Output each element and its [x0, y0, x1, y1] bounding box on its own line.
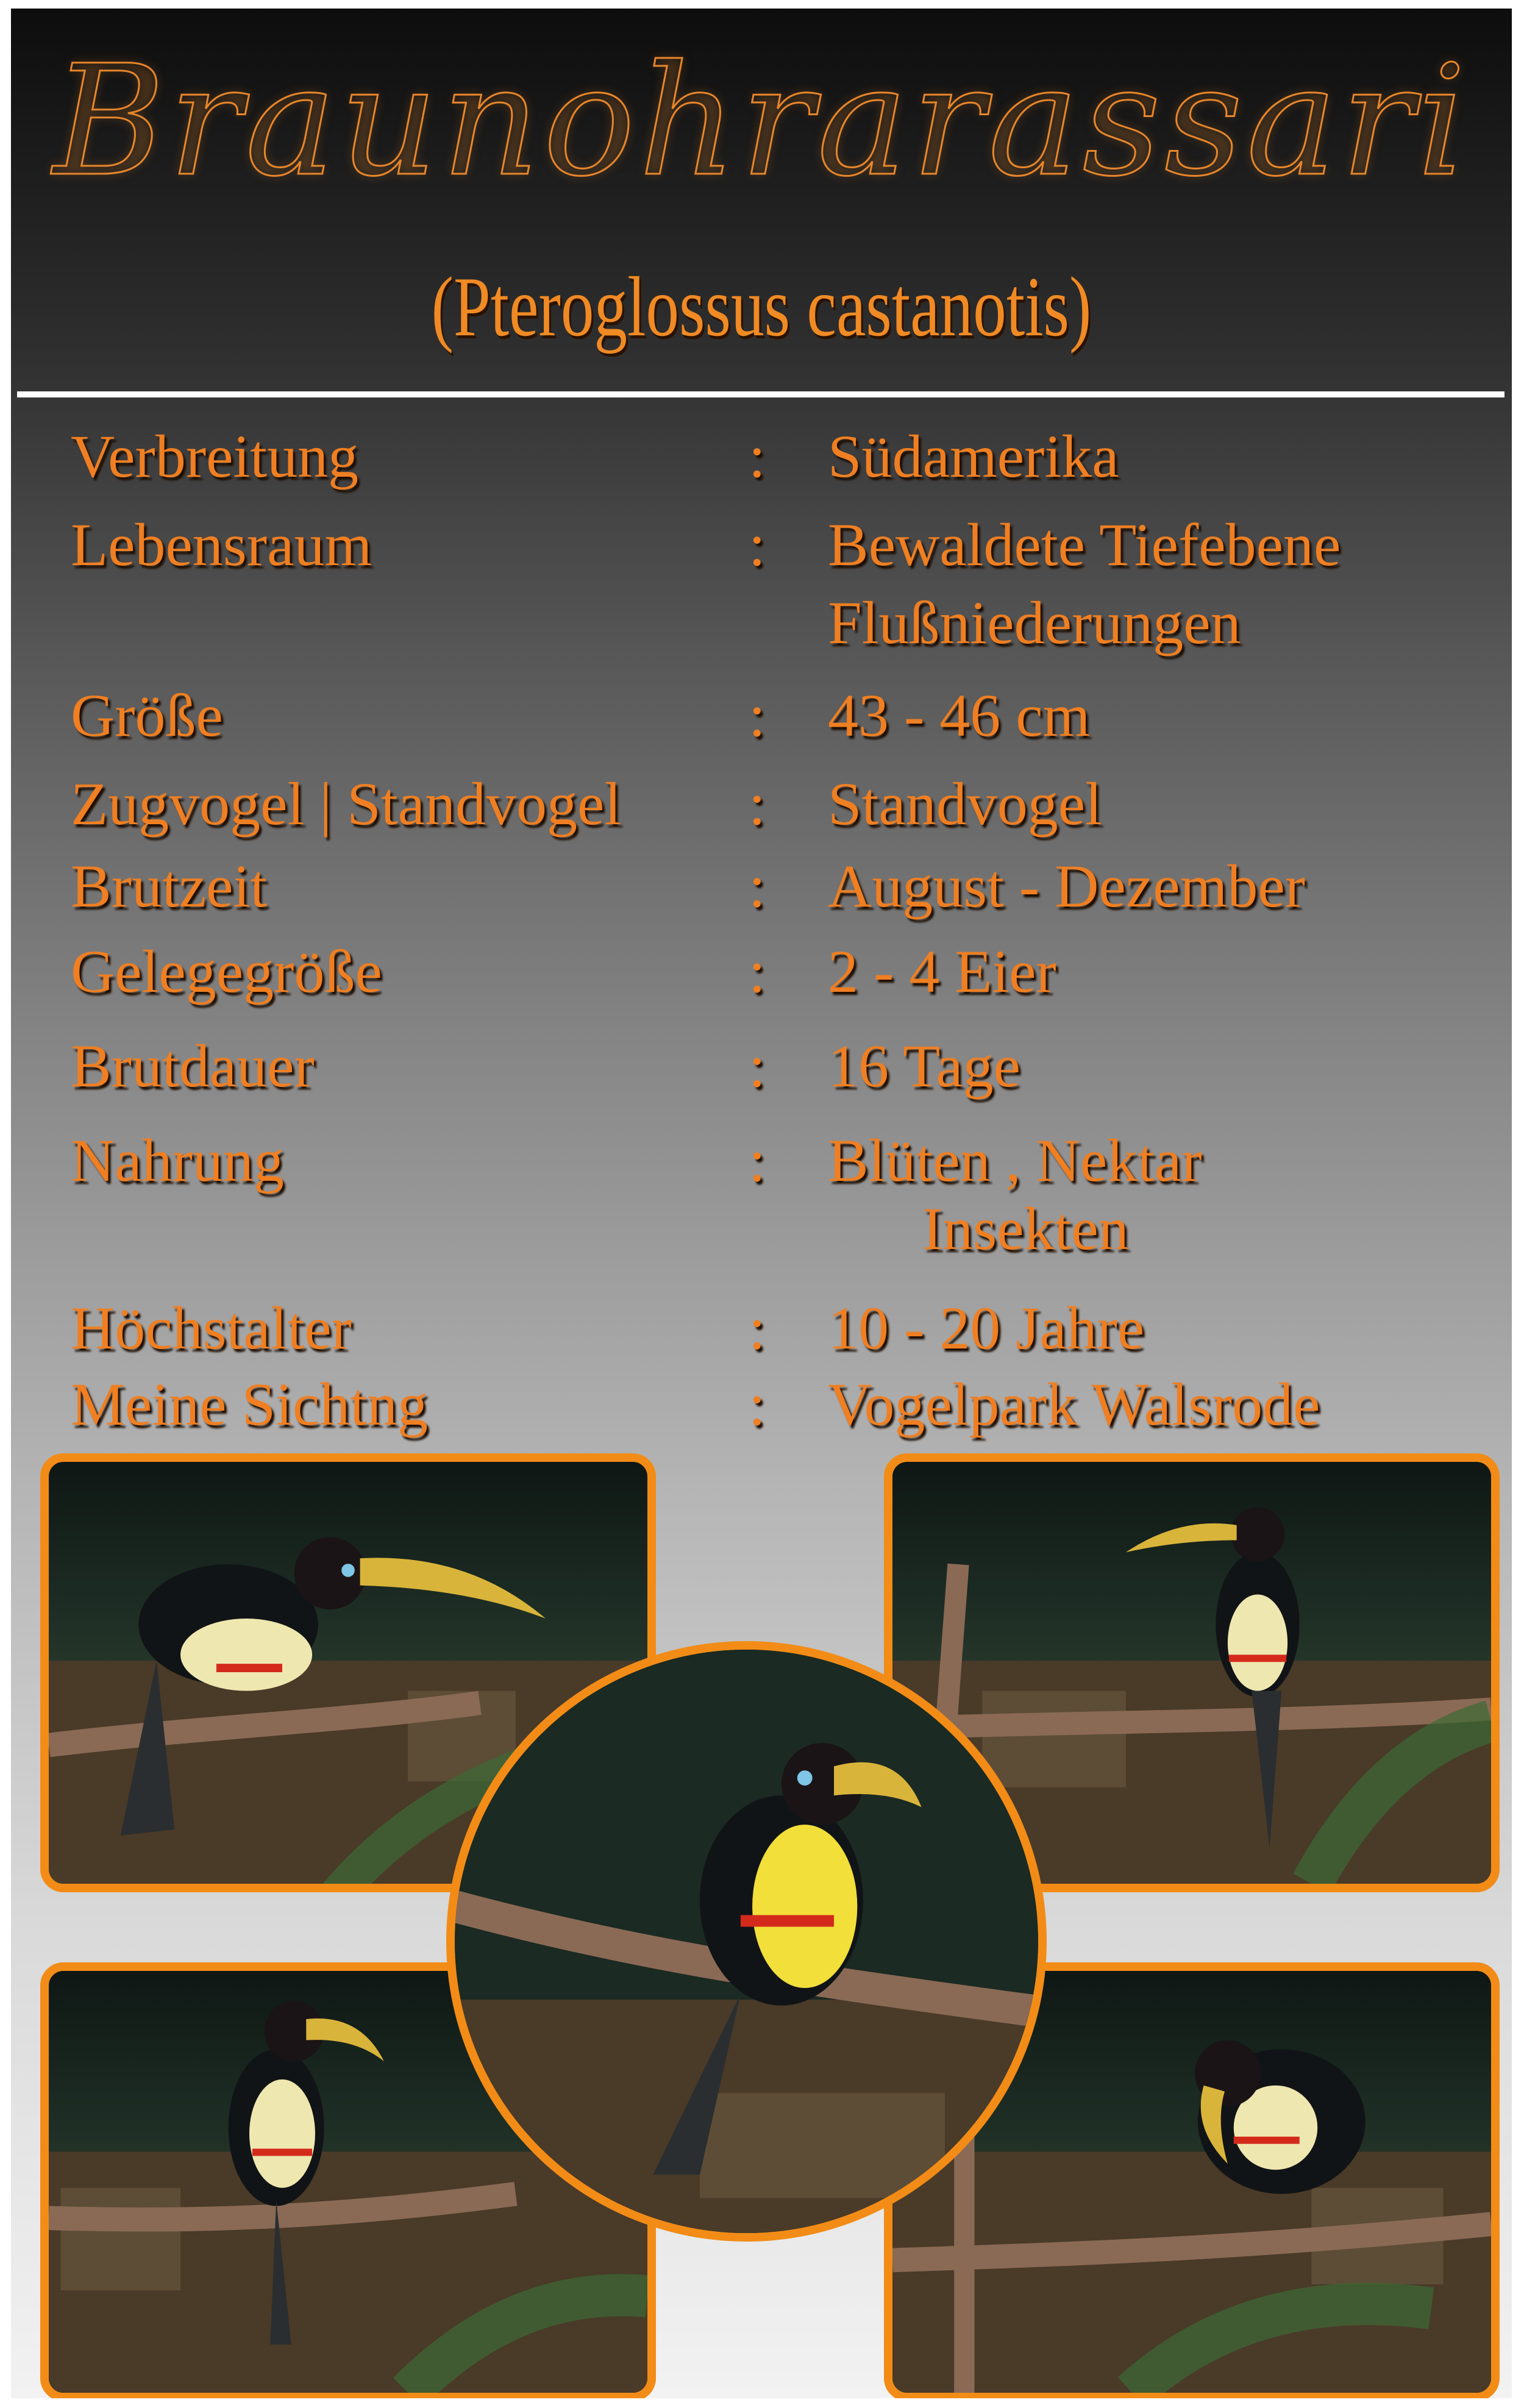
divider — [17, 391, 1504, 397]
info-row-brutdauer — [11, 1027, 1512, 1118]
row-separator: : — [749, 1370, 766, 1438]
row-label: Brutzeit — [71, 852, 268, 920]
row-separator: : — [749, 682, 766, 749]
row-label: Höchstalter — [71, 1294, 352, 1362]
row-label: Zugvogel | Standvogel — [71, 770, 622, 838]
row-value: Blüten , Nektar — [828, 1127, 1202, 1194]
bird-photo-center — [446, 1641, 1047, 2242]
row-separator: : — [749, 770, 766, 838]
row-separator: : — [749, 1032, 766, 1100]
scientific-name: (Pteroglossus castanotis) — [431, 260, 1092, 354]
row-value-line2: Flußniederungen — [828, 589, 1241, 657]
row-separator: : — [749, 852, 766, 920]
poster — [11, 9, 1512, 2398]
row-value-line2: Insekten — [922, 1195, 1129, 1263]
row-value: 10 - 20 Jahre — [828, 1294, 1145, 1362]
info-row-nahrung — [11, 1121, 1512, 1273]
row-label: Verbreitung — [71, 422, 359, 490]
info-row-verbreitung — [11, 417, 1512, 508]
row-label: Lebensraum — [71, 511, 372, 579]
bird-photo-scene — [455, 1650, 1038, 2233]
row-value: 16 Tage — [828, 1032, 1021, 1100]
row-label: Nahrung — [71, 1127, 284, 1194]
row-separator: : — [749, 1127, 766, 1194]
info-row-gelegegroesse — [11, 932, 1512, 1024]
info-row-zugvogel — [11, 764, 1512, 856]
row-separator: : — [749, 938, 766, 1005]
info-row-sichtung — [11, 1365, 1512, 1456]
row-label: Meine Sichtng — [71, 1370, 429, 1438]
row-separator: : — [749, 1294, 766, 1362]
row-separator: : — [749, 511, 766, 579]
row-label: Brutdauer — [71, 1032, 315, 1100]
info-row-lebensraum — [11, 505, 1512, 670]
row-value: Bewaldete Tiefebene — [828, 511, 1341, 579]
row-value: August - Dezember — [828, 852, 1306, 920]
row-value: Vogelpark Walsrode — [828, 1370, 1320, 1438]
row-label: Größe — [71, 682, 223, 749]
info-row-groesse — [11, 676, 1512, 768]
row-value: Südamerika — [828, 422, 1119, 490]
row-value: 2 - 4 Eier — [828, 938, 1056, 1005]
row-label: Gelegegröße — [71, 938, 382, 1005]
row-value: 43 - 46 cm — [828, 682, 1091, 749]
page-title: Braunohrarassari — [52, 32, 1470, 210]
row-value: Standvogel — [828, 770, 1102, 838]
row-separator: : — [749, 422, 766, 490]
info-row-brutzeit — [11, 847, 1512, 938]
